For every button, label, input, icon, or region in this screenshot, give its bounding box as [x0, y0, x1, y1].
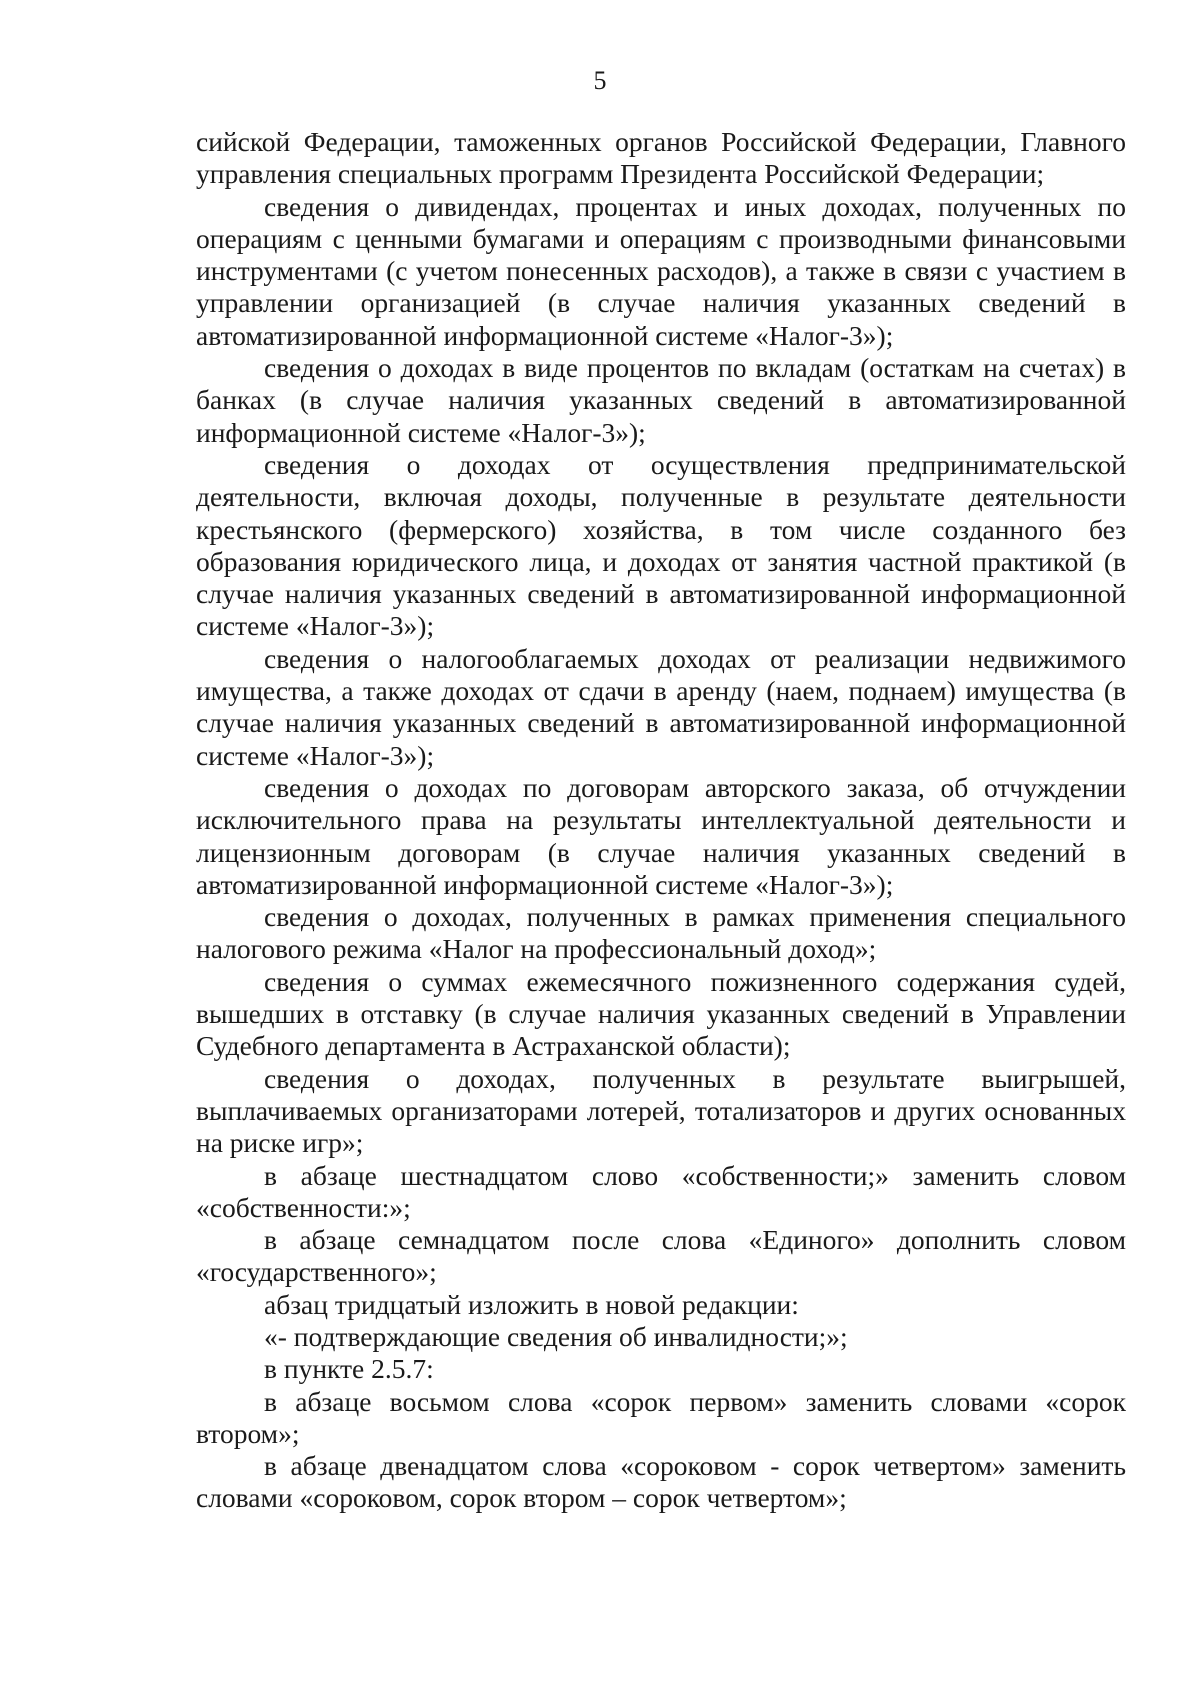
paragraph-8: сведения о суммах ежемесячного пожизненного содержания судей, вышедших в отставку (в случае наличия указанных сведений в Управлении Судебного департамента в Астраханской области); — [196, 965, 1126, 1062]
paragraph-11: в абзаце семнадцатом после слова «Единого» дополнить словом «государственного»; — [196, 1224, 1126, 1288]
page-number: 5 — [593, 66, 607, 95]
paragraph-14: в пункте 2.5.7: — [264, 1353, 434, 1385]
paragraph-6: сведения о доходах по договорам авторского заказа, об отчуждении исключительного права на результаты интеллектуальной деятельности и лицензионным договорам (в случае наличия указанных сведений в автоматизированной информационной системе «Налог-3»); — [196, 771, 1126, 900]
paragraph-7: сведения о доходах, полученных в рамках применения специального налогового режима «Налог на профессиональный доход»; — [196, 901, 1126, 965]
document-body — [196, 126, 1126, 1515]
paragraph-1: сийской Федерации, таможенных органов Российской Федерации, Главного управления специальных программ Президента Российской Федерации; — [196, 126, 1126, 190]
paragraph-5: сведения о налогооблагаемых доходах от реализации недвижимого имущества, а также доходах от сдачи в аренду (наем, поднаем) имущества (в случае наличия указанных сведений в автоматизированной информационной системе «Налог-3»); — [196, 642, 1126, 771]
paragraph-4: сведения о доходах от осуществления предпринимательской деятельности, включая доходы, полученные в результате деятельности крестьянского (фермерского) хозяйства, в том числе созданного без образования юридического лица, и доходах от занятия частной практикой (в случае наличия указанных сведений в автоматизированной информационной системе «Налог-3»); — [196, 448, 1126, 642]
paragraph-16: в абзаце двенадцатом слова «сороковом - сорок четвертом» заменить словами «сороковом, сорок втором – сорок четвертом»; — [196, 1450, 1126, 1514]
paragraph-15: в абзаце восьмом слова «сорок первом» заменить словами «сорок втором»; — [196, 1385, 1126, 1449]
paragraph-2: сведения о дивидендах, процентах и иных доходах, полученных по операциям с ценными бумагами и операциям с производными финансовыми инструментами (с учетом понесенных расходов), а также в связи с участием в управлении организацией (в случае наличия указанных сведений в автоматизированной информационной системе «Налог-3»); — [196, 190, 1126, 351]
paragraph-10: в абзаце шестнадцатом слово «собственности;» заменить словом «собственности:»; — [196, 1159, 1126, 1223]
paragraph-12: абзац тридцатый изложить в новой редакции: — [264, 1288, 799, 1320]
paragraph-3: сведения о доходах в виде процентов по вкладам (остаткам на счетах) в банках (в случае наличия указанных сведений в автоматизированной информационной системе «Налог-3»); — [196, 352, 1126, 448]
paragraph-9: сведения о доходах, полученных в результате выигрышей, выплачиваемых организаторами лотерей, тотализаторов и других основанных на риске игр»; — [196, 1062, 1126, 1159]
paragraph-13: «- подтверждающие сведения об инвалидности;»; — [264, 1320, 848, 1352]
